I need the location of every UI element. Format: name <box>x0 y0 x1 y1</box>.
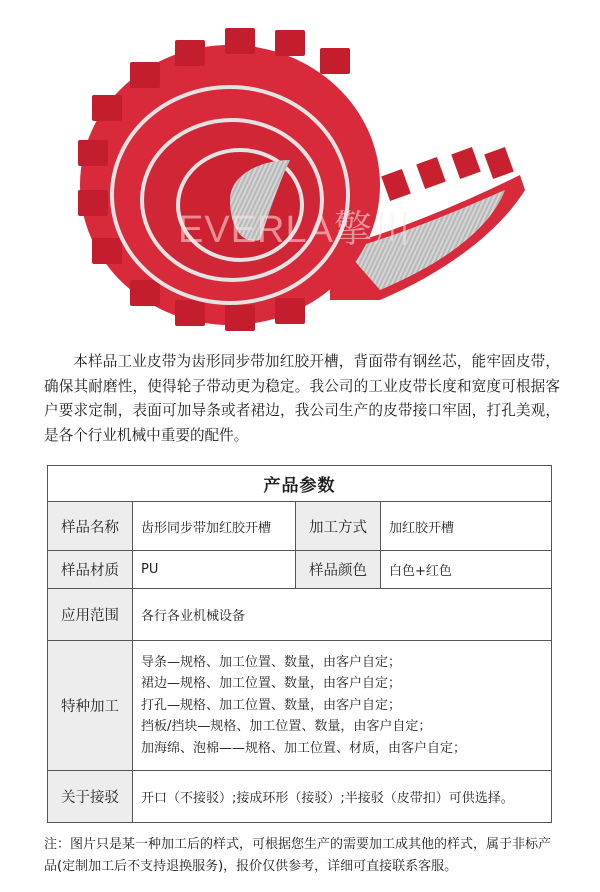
label-color: 样品颜色 <box>296 551 381 589</box>
disclaimer-note: 注：图片只是某一种加工后的样式，可根据您生产的需要加工成其他的样式，属于非标产品(定制加工后不支持退换服务)，报价仅供参考，详细可直接联系客服。 <box>44 837 552 874</box>
label-process-method: 加工方式 <box>296 502 381 551</box>
product-description: 本样品工业皮带为齿形同步带加红胶开槽，背面带有钢丝芯，能牢固皮带，确保其耐磨性，使得轮子带动更为稳定。我公司的工业皮带长度和宽度可根据客户要求定制，表面可加导条或者裙边，我公司生产的皮带接口牢固，打孔美观，是各个行业机械中重要的配件。 <box>44 353 560 444</box>
special-processing-line: 导条—规格、加工位置、数量，由客户自定； <box>141 654 402 670</box>
value-application: 各行各业机械设备 <box>133 589 552 641</box>
table-row <box>48 589 552 641</box>
belt-roll-illustration <box>0 0 600 340</box>
product-image <box>0 0 600 340</box>
table-row <box>48 551 552 589</box>
table-row <box>48 771 552 823</box>
table-row <box>48 502 552 551</box>
special-processing-line: 加海绵、泡棉——规格、加工位置、材质，由客户自定； <box>141 740 467 756</box>
brand-watermark: EVERLA擎川 <box>178 209 412 251</box>
value-special-processing <box>133 641 552 771</box>
product-parameters-table <box>47 465 552 823</box>
table-row <box>48 641 552 771</box>
value-color: 白色+红色 <box>381 551 552 589</box>
value-sample-name: 齿形同步带加红胶开槽 <box>133 502 296 551</box>
special-processing-line: 挡板/挡块—规格、加工位置、数量，由客户自定； <box>141 719 432 735</box>
table-title: 产品参数 <box>48 466 552 502</box>
label-application: 应用范围 <box>48 589 133 641</box>
label-sample-name: 样品名称 <box>48 502 133 551</box>
special-processing-line: 裙边—规格、加工位置、数量，由客户自定； <box>141 676 402 692</box>
value-joining: 开口（不接驳）;接成环形（接驳）;半接驳（皮带扣）可供选择。 <box>133 771 552 823</box>
value-process-method: 加红胶开槽 <box>381 502 552 551</box>
label-special-processing: 特种加工 <box>48 641 133 771</box>
value-material: PU <box>133 551 296 589</box>
label-joining: 关于接驳 <box>48 771 133 823</box>
label-material: 样品材质 <box>48 551 133 589</box>
special-processing-line: 打孔—规格、加工位置、数量，由客户自定； <box>141 697 402 713</box>
